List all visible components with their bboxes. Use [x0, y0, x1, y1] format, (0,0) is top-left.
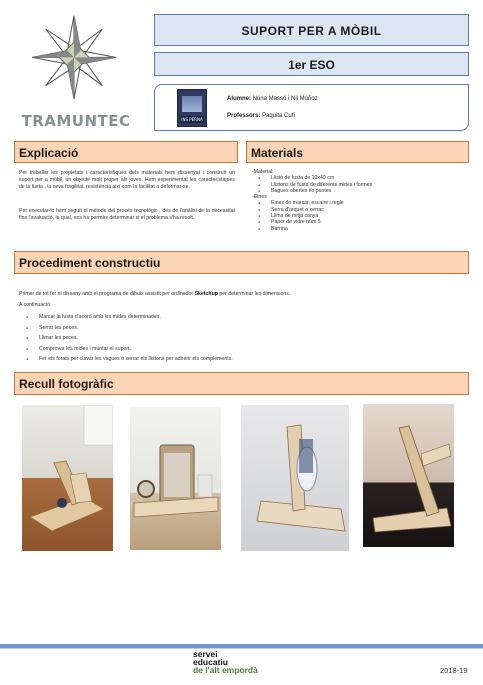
section-recull: Recull fotogràfic [14, 372, 469, 395]
students-label: Alumne: [227, 96, 251, 102]
explicacio-paragraph-1: Per treballar les propietats i característiques dels materials hem dissenyat i construït un suport per a mòbil, un objecte molt proper als joves. Hem experimentat les característiques de la fusta , la seva fragilitat, resistència així com la facilitat a deformar-se. [19, 170, 235, 190]
list-item: ● Paper de vidre núm 5 [252, 219, 466, 225]
school-year: 2018-19 [440, 666, 468, 675]
school-logo: INS PERNA [177, 89, 207, 127]
section-procediment: Procediment constructiu [14, 251, 469, 274]
section-materials: Materials [246, 141, 469, 163]
materials-category: -Material: [252, 169, 274, 175]
list-item: ● Comprovar les mides i muntar el suport. [19, 344, 464, 355]
list-item: ● Llistó de fusta de 10x40 cm [252, 175, 466, 181]
photo-4 [363, 404, 454, 547]
authors-box [154, 84, 469, 131]
list-item: ● Llima de mitja canya [252, 213, 466, 219]
explicacio-paragraph-2: Per executar-lo hem seguit el mètode del procés tecnològic , des de l'anàlisi de la necessitat fins l'avaluació, la qual, ens ha permès determinar si el problema s'ha resolt. [19, 208, 235, 221]
students-names: Núria Massó i Nil Múñoz [252, 96, 318, 102]
photo-3 [241, 405, 349, 551]
wind-rose-icon [14, 14, 134, 114]
footer-divider-thin [0, 648, 483, 649]
teachers-line [227, 113, 295, 119]
page-title: SUPORT PER A MÒBIL [154, 14, 469, 46]
teachers-label: Professors: [227, 113, 261, 119]
software-name: Sketchup [194, 291, 218, 297]
procediment-intro: Primer de tot fer el disseny amb el programa de dibuix assistit per ordinador Sketchup per determinar les dimensions. [19, 291, 291, 297]
list-item: ● Marcar la fusta d'acord amb les mides determinades. [19, 312, 464, 323]
list-item: ● Eines de marcar, escaire i regle [252, 200, 466, 206]
photo-2 [130, 407, 221, 550]
course-level: 1er ESO [154, 52, 469, 76]
tools-category: -Eines [252, 194, 267, 201]
list-item: ● Fer els forats per clavar les vagues o serrar els llistons per adherir els complements. [19, 354, 464, 365]
list-item: ● Serrar les peces. [19, 323, 464, 334]
procediment-steps [19, 312, 464, 365]
students-line [227, 96, 318, 102]
list-item: ● Llistons de fusta de diferents mides i formes [252, 182, 466, 188]
procediment-lead: A continuació: [19, 302, 52, 308]
list-item: ● Bagues obertes i/o puntes [252, 188, 466, 194]
materials-list [252, 169, 466, 232]
teachers-names: Paquita Cufí [262, 113, 296, 119]
section-explicacio: Explicació [14, 141, 238, 163]
photo-1 [22, 405, 113, 551]
list-item: ● Serra d'arquet o xerrac [252, 207, 466, 213]
list-item: ● Barrina [252, 226, 466, 232]
list-item: ● Llimar les peces. [19, 333, 464, 344]
logo-text: TRAMUNTEC [21, 112, 131, 130]
servei-educatiu-logo: servei educatiu de l'alt empordà [193, 649, 258, 675]
